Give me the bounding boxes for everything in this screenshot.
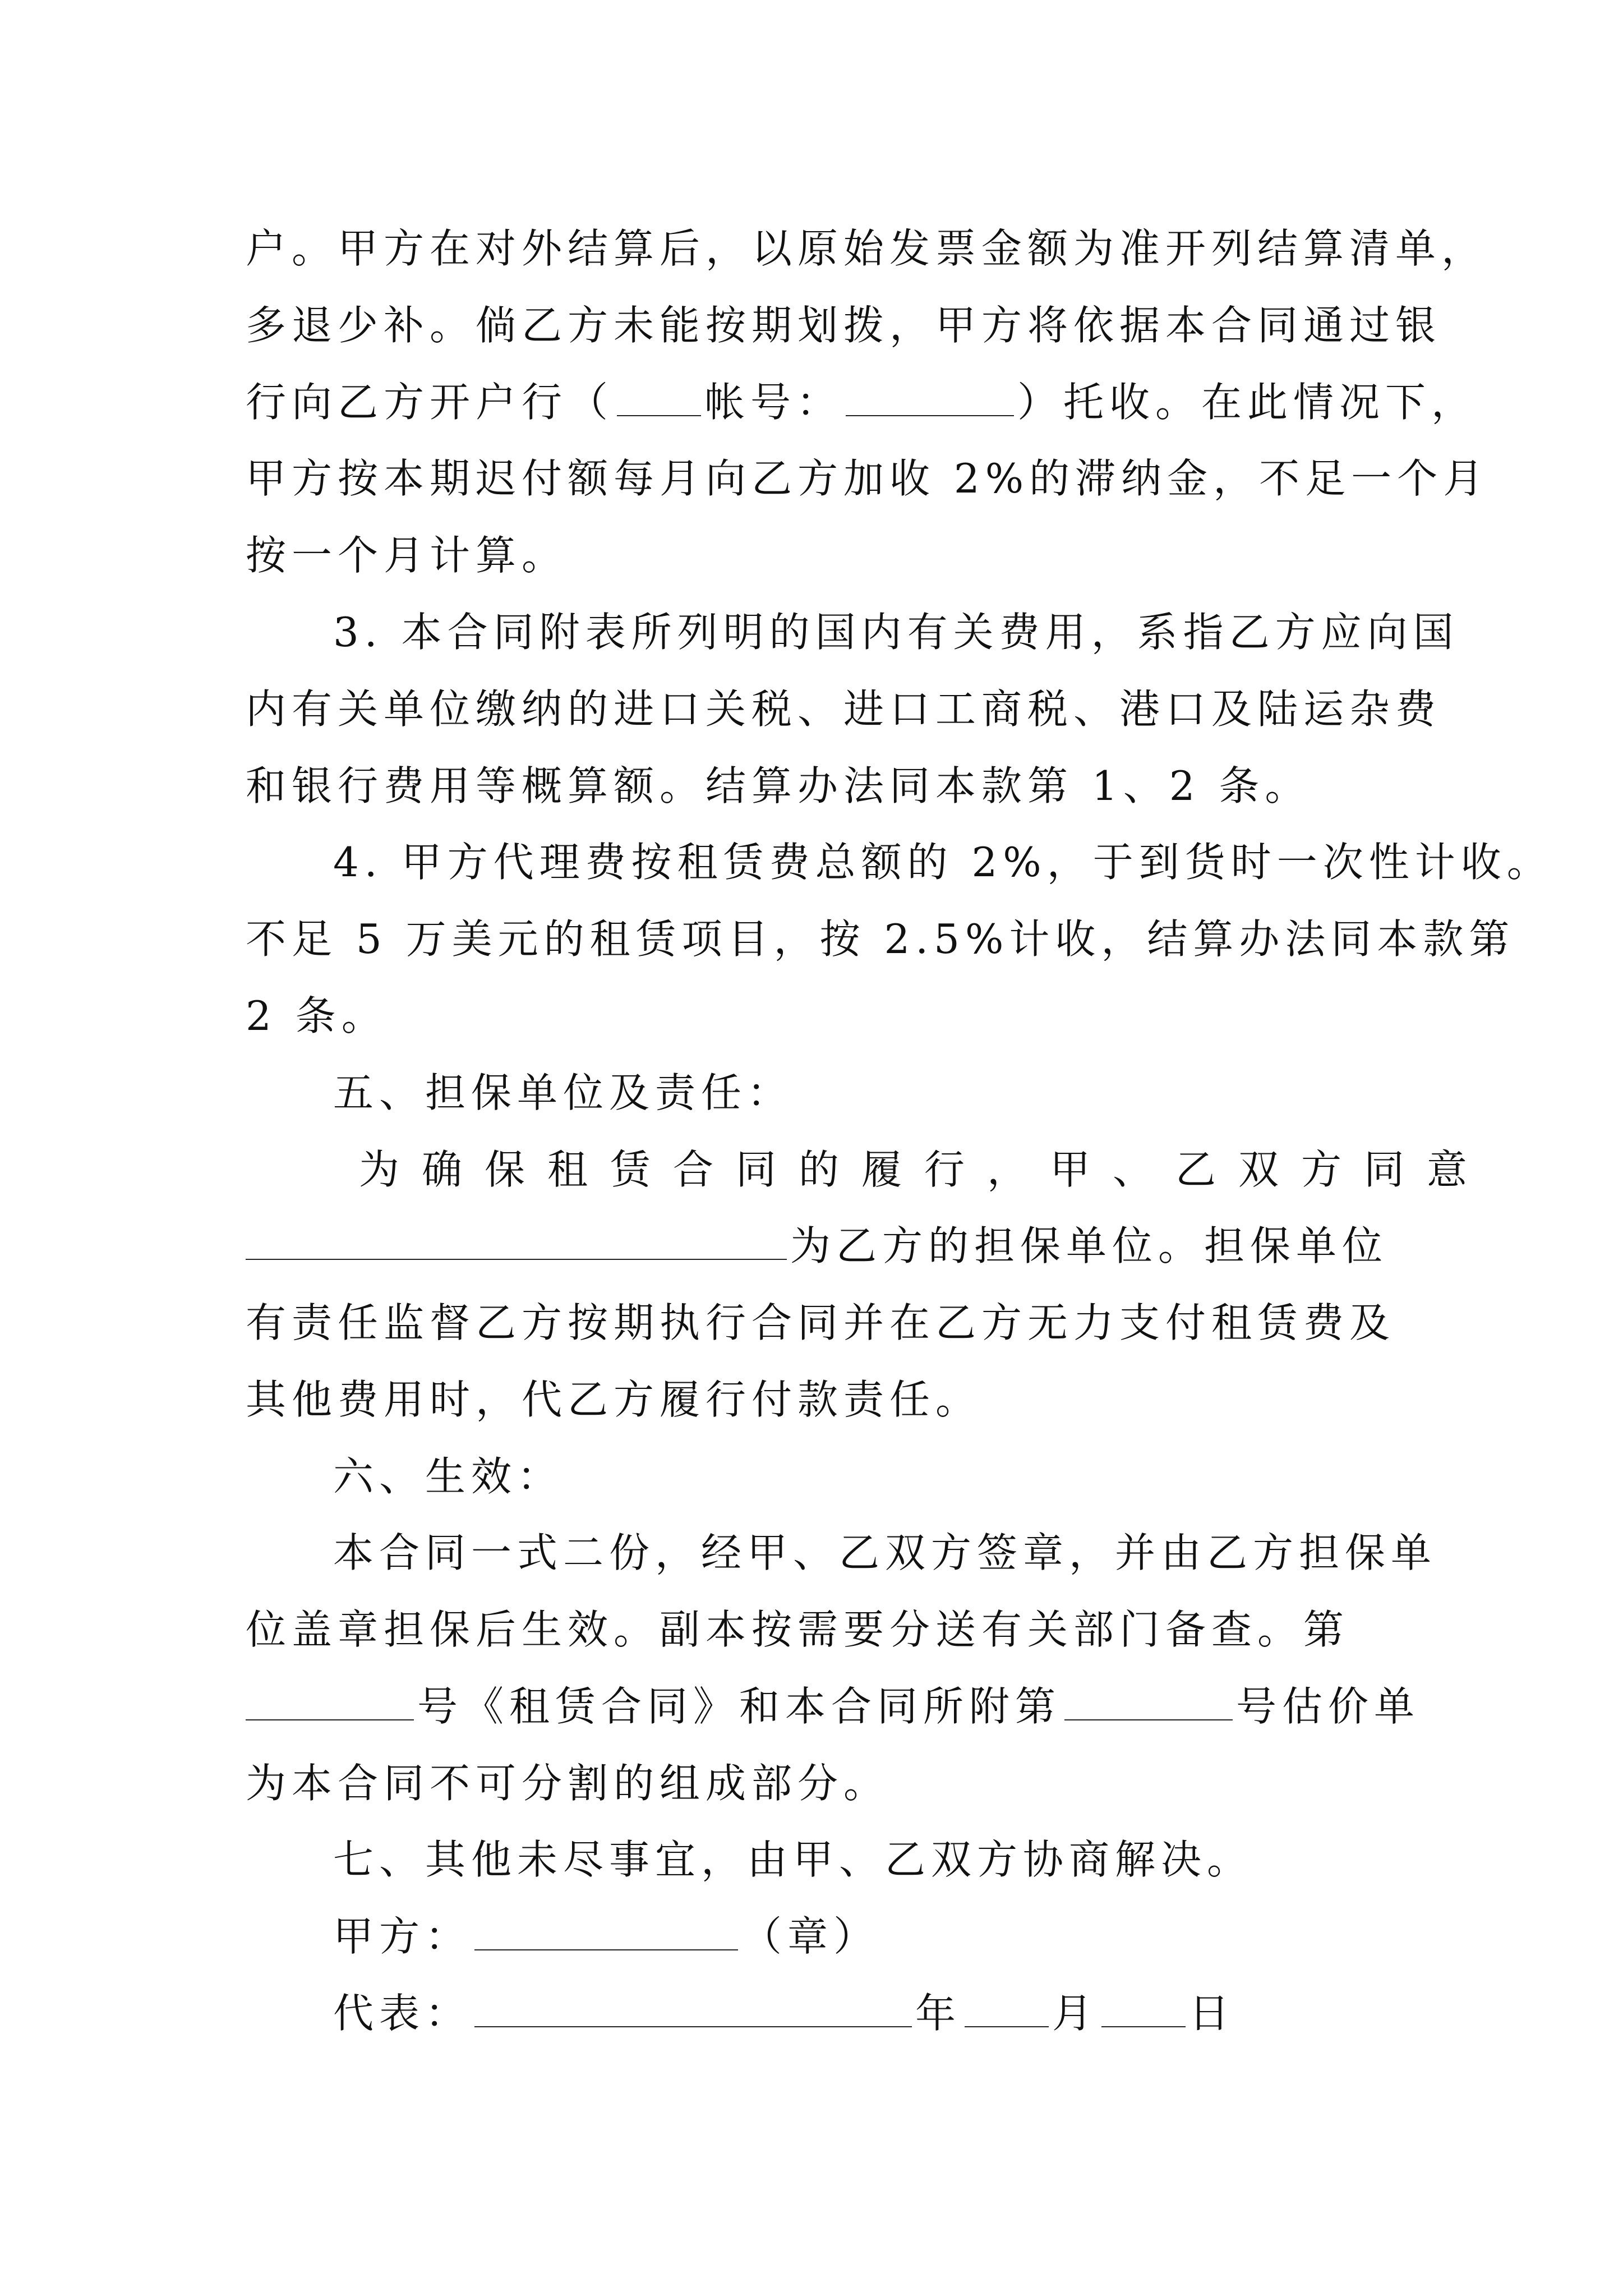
year-label: 年 (915, 1990, 962, 2037)
text-segment: 行向乙方开户行（ (246, 379, 614, 426)
section-6-heading: 六、生效： (333, 1453, 564, 1500)
section-5-line (246, 1221, 1423, 1271)
day-blank (1101, 1991, 1186, 2027)
representative-label: 代表： (333, 1990, 472, 2037)
day-label: 日 (1189, 1990, 1235, 2037)
bank-blank (617, 380, 701, 416)
text-segment: 号估价单 (1236, 1683, 1421, 1730)
text-line: 按一个月计算。 (246, 532, 568, 579)
text-segment: 号《租赁合同》和本合同所附第 (417, 1683, 1062, 1730)
text-segment: ）托收。在此情况下， (1017, 379, 1478, 426)
clause-3-line: 内有关单位缴纳的进口关税、进口工商税、港口及陆运杂费 (246, 685, 1442, 733)
account-number-blank (846, 380, 1014, 416)
section-7-heading: 七、其他未尽事宜，由甲、乙双方协商解决。 (333, 1836, 1253, 1883)
text-line: 户。甲方在对外结算后，以原始发票金额为准开列结算清单， (246, 225, 1488, 272)
clause-4-line: 不足 5 万美元的租赁项目，按 2.5%计收，结算办法同本款第 (246, 915, 1515, 963)
text-line: 多退少补。倘乙方未能按期划拨，甲方将依据本合同通过银 (246, 302, 1442, 349)
section-5-line: 其他费用时，代乙方履行付款责任。 (246, 1376, 982, 1423)
clause-3-line: 3. 本合同附表所列明的国内有关费用，系指乙方应向国 (333, 609, 1459, 656)
text-segment: 为乙方的担保单位。担保单位 (790, 1222, 1389, 1269)
section-6-line: 本合同一式二份，经甲、乙双方签章，并由乙方担保单 (333, 1529, 1437, 1576)
seal-label: （章） (741, 1913, 880, 1960)
party-a-label: 甲方： (333, 1913, 472, 1960)
text-line (246, 377, 1478, 427)
text-segment: 帐号： (704, 379, 843, 426)
section-5-line: 有责任监督乙方按期执行合同并在乙方无力支付租赁费及 (246, 1299, 1396, 1346)
section-5-heading: 五、担保单位及责任： (333, 1069, 794, 1116)
clause-4-line: 4. 甲方代理费按租赁费总额的 2%，于到货时一次性计收。 (333, 839, 1553, 886)
contract-number-blank (246, 1685, 414, 1720)
party-a-signature-line (333, 1911, 1511, 1962)
party-a-blank (474, 1915, 738, 1950)
month-blank (965, 1991, 1049, 2027)
section-6-line: 位盖章担保后生效。副本按需要分送有关部门备查。第 (246, 1606, 1350, 1653)
clause-4-line: 2 条。 (246, 992, 388, 1039)
section-6-line: 为本合同不可分割的组成部分。 (246, 1760, 890, 1807)
guarantor-blank (246, 1224, 787, 1260)
representative-line (333, 1988, 1511, 2039)
representative-blank (474, 1991, 912, 2027)
month-label: 月 (1052, 1990, 1099, 2037)
text-line: 甲方按本期迟付额每月向乙方加收 2%的滞纳金，不足一个月 (246, 455, 1490, 502)
quotation-number-blank (1064, 1685, 1233, 1720)
clause-3-line: 和银行费用等概算额。结算办法同本款第 1、2 条。 (246, 762, 1311, 809)
section-6-line (246, 1681, 1423, 1732)
section-5-line: 为确保租赁合同的履行，甲、乙双方同意 (359, 1146, 1490, 1193)
